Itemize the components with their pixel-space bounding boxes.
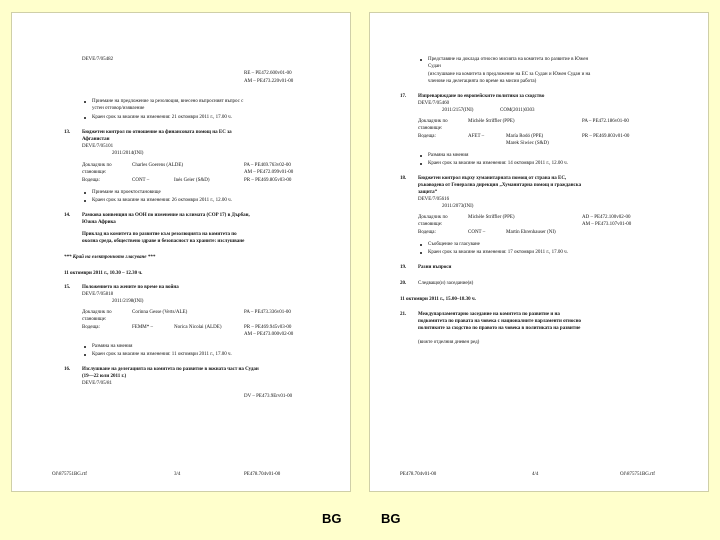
- document-text-line: 20.: [400, 281, 407, 286]
- document-page-left: [11, 12, 351, 492]
- document-text-line: (вижте отделния дневен ред): [418, 340, 480, 345]
- bullet-icon: [420, 59, 422, 61]
- document-text-line: AM – PE473.107v01-00: [582, 222, 632, 227]
- document-text-line: 19.: [400, 265, 407, 270]
- document-text-line: Следващо(и) заседание(я): [418, 281, 474, 286]
- document-text-line: 2011/2073(INI): [442, 204, 474, 209]
- document-text-line: AM – PE473.220v01-00: [244, 79, 294, 84]
- document-text-line: Краен срок за внасяне на изменения: 26 октомври 2011 г., 12.00 ч.: [92, 198, 232, 203]
- document-text-line: Докладчик по: [82, 310, 112, 315]
- document-text-line: Положението на жените по време на война: [82, 285, 179, 290]
- document-text-line: 2011/2157(INI): [442, 108, 474, 113]
- document-text-line: DEVE/7/05460: [418, 101, 450, 106]
- document-text-line: AFET –: [468, 134, 485, 139]
- footer-reference: PE478.704v01-00: [244, 472, 281, 477]
- document-text-line: Размяна на мнения: [92, 344, 133, 349]
- bullet-icon: [84, 346, 86, 348]
- bullet-icon: [84, 354, 86, 356]
- language-label-right: BG: [381, 511, 401, 526]
- document-text-line: DEVE/7/05818: [82, 292, 114, 297]
- bullet-icon: [420, 252, 422, 254]
- document-text-line: становище:: [418, 222, 443, 227]
- document-text-line: 2011/2014(INI): [112, 151, 144, 156]
- document-text-line: 11 октомври 2011 г., 15.00–18.30 ч.: [400, 297, 476, 302]
- bullet-icon: [84, 101, 86, 103]
- document-text-line: Michèle Striffler (PPE): [468, 119, 515, 124]
- bullet-icon: [420, 155, 422, 157]
- bullet-icon: [420, 244, 422, 246]
- document-text-line: подкомитета по правата на човека с националните парламенти относно: [418, 319, 581, 324]
- document-text-line: Судан: [428, 64, 441, 69]
- document-text-line: AM – PE473.000v02-00: [244, 332, 294, 337]
- document-text-line: Водеща:: [82, 325, 100, 330]
- document-text-line: Corinna Gesse (Verts/ALE): [132, 310, 188, 315]
- document-text-line: Рамкова конвенция на ООН по изменение на климата (COP 17) в Дърбан,: [82, 213, 250, 218]
- document-text-line: членове на делегацията по време на мисии работа): [428, 79, 537, 84]
- document-text-line: Приемане на проектостановище: [92, 190, 161, 195]
- document-text-line: PR – PE469.945v03-00: [244, 325, 292, 330]
- document-text-line: 18.: [400, 176, 407, 181]
- document-text-line: Водеща:: [418, 230, 436, 235]
- document-text-line: становище:: [82, 170, 107, 175]
- footer-page-number: 3/4: [174, 472, 181, 477]
- document-text-line: становище:: [418, 126, 443, 131]
- document-text-line: COM(2011)0303: [500, 108, 535, 113]
- document-text-line: ръководена от Генерална дирекция „Хуманитарна помощ и гражданска: [418, 183, 582, 188]
- document-text-line: (19—22 юли 2011 г.): [82, 374, 127, 379]
- document-text-line: Приемане на предложение за резолюция, внесено въпросният въпрос с: [92, 99, 244, 104]
- document-text-line: Афганистан: [82, 137, 110, 142]
- document-text-line: Charles Goerens (ALDE): [132, 163, 184, 168]
- document-text-line: AM – PE472.099v01-00: [244, 170, 294, 175]
- document-text-line: Докладчик по: [418, 119, 448, 124]
- page-left-content: [12, 13, 351, 492]
- document-text-line: Междупарламентарно заседание на комитета по развитие и на: [418, 312, 560, 317]
- document-text-line: Martin Ehrenhauser (NI): [506, 230, 556, 235]
- document-text-line: 17.: [400, 94, 407, 99]
- language-label-left: BG: [322, 511, 342, 526]
- document-text-line: Докладчик по: [418, 215, 448, 220]
- document-text-line: Представяне на доклада относно мисията на комитета по развитие в Южен: [428, 57, 589, 62]
- document-text-line: PA – PE473.336v01-00: [244, 310, 291, 315]
- document-text-line: CONT –: [132, 178, 150, 183]
- document-text-line: Водеща:: [418, 134, 436, 139]
- document-text-line: Краен срок за внасяне на изменения: 11 октомври 2011 г., 17.00 ч.: [92, 352, 232, 357]
- document-text-line: AD – PE472.100v02-00: [582, 215, 631, 220]
- footer-page-number: 4/4: [532, 472, 539, 477]
- document-text-line: 11 октомври 2011 г., 10.30 – 12.30 ч.: [64, 271, 143, 276]
- document-text-line: 21.: [400, 312, 407, 317]
- bullet-icon: [84, 200, 86, 202]
- document-text-line: Разни въпроси: [418, 265, 452, 270]
- document-text-line: María Rodó (PPE): [506, 134, 544, 139]
- document-text-line: 2011/2198(INI): [112, 299, 144, 304]
- document-text-line: FEMM* –: [132, 325, 153, 330]
- document-text-line: Norica Nicolai (ALDE): [174, 325, 222, 330]
- document-text-line: DV – PE473.9Erv01-00: [244, 394, 293, 399]
- document-text-line: CONT –: [468, 230, 486, 235]
- document-text-line: DEVE/7/05616: [418, 197, 450, 202]
- document-text-line: околна среда, обществено здраве и безопасност на храните: изслушване: [82, 239, 245, 244]
- document-text-line: 14.: [64, 213, 71, 218]
- document-text-line: PA – PE469.763v02-00: [244, 163, 291, 168]
- document-text-line: Изслушване на делегацията на комитета по развитие в южната част на Судан: [82, 367, 259, 372]
- document-text-line: Marek Siwiec (S&D): [506, 141, 549, 146]
- footer-filename: OJ\875751BG.rtf: [52, 472, 87, 477]
- document-text-line: RE – PE472.600v01-00: [244, 71, 292, 76]
- document-text-line: устен отговор/изявление: [92, 106, 145, 111]
- document-text-line: Краен срок за внасяне на изменения: 21 октомври 2011 г., 17.00 ч.: [92, 115, 232, 120]
- document-text-line: Inés Geier (S&D): [174, 178, 210, 183]
- document-text-line: Бюджетен контрол върху хуманитарната помощ от страна на ЕС,: [418, 176, 567, 181]
- page-right-content: [370, 13, 709, 492]
- document-text-line: Изпреварвждане по европейските политики за сходство: [418, 94, 545, 99]
- bullet-icon: [84, 117, 86, 119]
- document-text-line: (изслушване на комитета в предложение на ЕС за Судан и Южен Судан и на: [428, 72, 591, 77]
- document-text-line: Съобщение за гласуване: [428, 242, 480, 247]
- document-text-line: Размяна на мнения: [428, 153, 469, 158]
- document-text-line: PR – PE469.803v01-00: [582, 134, 630, 139]
- document-text-line: Южна Африка: [82, 220, 116, 225]
- document-text-line: PR – PE469.805v03-00: [244, 178, 292, 183]
- document-text-line: *** Край на електронното гласуване ***: [64, 255, 156, 260]
- document-text-line: становище:: [82, 317, 107, 322]
- document-text-line: защита“: [418, 190, 438, 195]
- document-text-line: Водеща:: [82, 178, 100, 183]
- document-text-line: политиките за сходство по правото на човека в политиката на развитие: [418, 326, 581, 331]
- document-text-line: Приклад на комитета по развитие към резолюцията на комитета по: [82, 232, 237, 237]
- document-text-line: Краен срок за внасяне на изменения: 14 октомври 2011 г., 12.00 ч.: [428, 161, 568, 166]
- bullet-icon: [84, 192, 86, 194]
- document-text-line: 16.: [64, 367, 71, 372]
- footer-filename: OJ\875751BG.rtf: [620, 472, 655, 477]
- document-text-line: DEVE/7/05101: [82, 144, 114, 149]
- document-text-line: Докладчик по: [82, 163, 112, 168]
- document-text-line: Краен срок за внасяне на изменения: 17 октомври 2011 г., 17.00 ч.: [428, 250, 568, 255]
- document-text-line: DEVE/7/05/81: [82, 381, 112, 386]
- document-page-right: [369, 12, 709, 492]
- document-text-line: 13.: [64, 130, 71, 135]
- document-text-line: Бюджетен контрол по отношение на финансовата помощ на ЕС за: [82, 130, 232, 135]
- document-text-line: Michèle Striffler (PPE): [468, 215, 515, 220]
- document-text-line: PA – PE472.186v01-00: [582, 119, 629, 124]
- document-text-line: DEVE/7/05482: [82, 57, 114, 62]
- bullet-icon: [420, 163, 422, 165]
- footer-reference: PE478.704v01-00: [400, 472, 437, 477]
- document-text-line: 15.: [64, 285, 71, 290]
